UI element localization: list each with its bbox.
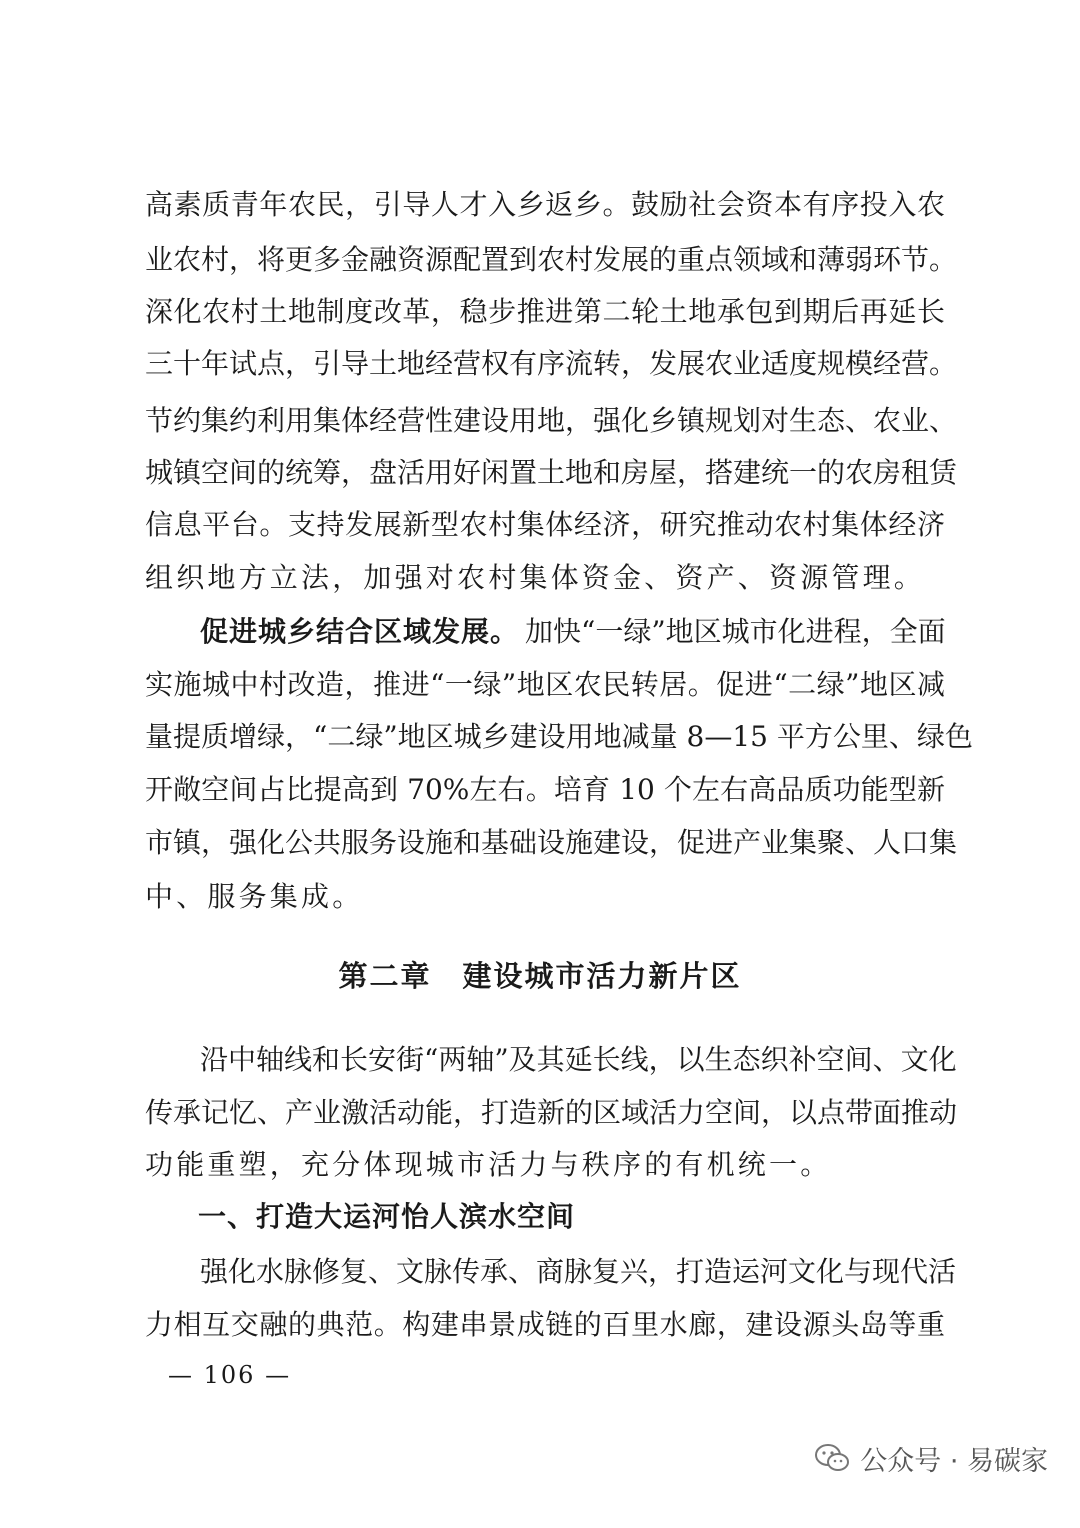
body-text-line: 量提质增绿，“二绿”地区城乡建设用地减量 8—15 平方公里、绿色 (145, 720, 973, 753)
body-text-line: 沿中轴线和长安街“两轴”及其延长线，以生态织补空间、文化 (200, 1043, 957, 1076)
body-text-line: 力相互交融的典范。构建串景成链的百里水廊，建设源头岛等重 (145, 1308, 945, 1341)
body-text-line: 信息平台。支持发展新型农村集体经济，研究推动农村集体经济 (145, 508, 945, 541)
wechat-icon (814, 1442, 850, 1474)
body-text-line: 功能重塑，充分体现城市活力与秩序的有机统一。 (145, 1148, 832, 1181)
body-text-line: 传承记忆、产业激活动能，打造新的区域活力空间，以点带面推动 (145, 1096, 958, 1129)
watermark (814, 1436, 1048, 1480)
body-text-line: 市镇，强化公共服务设施和基础设施建设，促进产业集聚、人口集 (145, 826, 958, 859)
page-number: — 106 — (168, 1361, 292, 1389)
body-text-line: 开敞空间占比提高到 70%左右。培育 10 个左右高品质功能型新 (145, 773, 945, 806)
body-text-line: 实施城中村改造，推进“一绿”地区农民转居。促进“二绿”地区减 (145, 668, 945, 701)
paragraph-first-line (200, 612, 945, 652)
body-text-line: 深化农村土地制度改革，稳步推进第二轮土地承包到期后再延长 (145, 295, 945, 328)
body-text-span: 加快“一绿”地区城市化进程，全面 (525, 615, 946, 648)
body-text-line: 三十年试点，引导土地经营权有序流转，发展农业适度规模经营。 (145, 347, 958, 380)
watermark-text: 公众号 · 易碳家 (860, 1445, 1048, 1477)
body-text-line: 强化水脉修复、文脉传承、商脉复兴，打造运河文化与现代活 (200, 1255, 957, 1288)
body-text-line: 中、服务集成。 (145, 880, 364, 913)
body-text-line: 节约集约利用集体经营性建设用地，强化乡镇规划对生态、农业、 (145, 404, 958, 437)
paragraph-lead-heading: 促进城乡结合区域发展。 (200, 615, 520, 648)
chapter-title: 第二章 建设城市活力新片区 (338, 959, 742, 993)
body-text-line: 城镇空间的统筹，盘活用好闲置土地和房屋，搭建统一的农房租赁 (145, 456, 958, 489)
section-title: 一、打造大运河怡人滨水空间 (198, 1200, 576, 1233)
body-text-line: 高素质青年农民，引导人才入乡返乡。鼓励社会资本有序投入农 (145, 188, 945, 221)
body-text-line: 业农村，将更多金融资源配置到农村发展的重点领域和薄弱环节。 (145, 243, 958, 276)
body-text-line: 组织地方立法，加强对农村集体资金、资产、资源管理。 (145, 561, 926, 594)
